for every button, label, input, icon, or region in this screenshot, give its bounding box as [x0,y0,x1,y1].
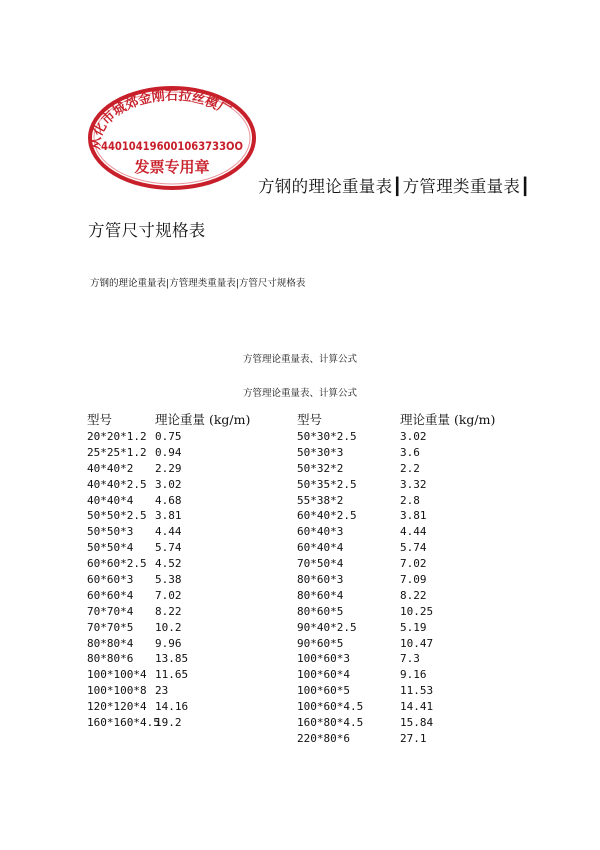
stamp-label: 发票专用章 [134,158,210,176]
model-cell: 90*40*2.5 [297,620,357,634]
model-cell: 60*40*2.5 [297,509,357,523]
stamp-number: 440104196001063733OO [101,139,244,153]
weight-cell: 4.68 [155,493,182,507]
weight-cell: 11.53 [400,684,434,698]
weight-cell: 7.02 [155,588,182,602]
weight-cell: 27.1 [400,731,427,745]
weight-cell: 9.16 [400,668,427,682]
weight-cell: 10.2 [155,620,182,634]
weight-cell: 4.52 [155,557,182,571]
weight-cell: 3.02 [155,477,182,491]
weight-cell: 14.16 [155,700,189,714]
page-title-line2: 方管尺寸规格表 [88,221,206,240]
weight-cell: 10.25 [400,604,434,618]
weight-cell: 0.94 [155,445,182,459]
weight-cell: 14.41 [400,700,434,714]
weight-cell: 7.09 [400,573,427,587]
weight-cell: 5.38 [155,573,182,587]
table-caption: 方管理论重量表、计算公式 [242,354,357,365]
stamp-graphic [86,84,258,192]
model-cell: 50*32*2 [297,461,344,475]
weight-cell: 7.02 [400,557,427,571]
model-cell: 40*40*4 [87,493,134,507]
weight-cell: 5.74 [155,541,182,555]
weight-cell: 4.44 [155,525,182,539]
weight-cell: 3.81 [155,509,182,523]
model-cell: 60*60*4 [87,588,134,602]
page-title-line1: 方钢的理论重量表┃方管理类重量表┃ [258,177,531,196]
weight-cell: 4.44 [400,525,427,539]
weight-cell: 5.19 [400,620,427,634]
weight-cell: 15.84 [400,716,434,730]
model-cell: 100*60*4.5 [297,700,364,714]
model-cell: 80*60*3 [297,573,344,587]
right-weight-column [400,411,495,747]
model-cell: 50*50*2.5 [87,509,147,523]
model-cell: 40*40*2.5 [87,477,147,491]
model-cell: 70*70*4 [87,604,134,618]
model-cell: 80*60*5 [297,604,344,618]
model-cell: 25*25*1.2 [87,445,147,459]
model-cell: 60*40*4 [297,541,344,555]
model-cell: 60*60*3 [87,573,134,587]
model-cell: 60*60*2.5 [87,557,147,571]
weight-cell: 10.47 [400,636,434,650]
page-subtitle: 方钢的理论重量表|方管理类重量表|方管尺寸规格表 [90,278,306,289]
model-cell: 100*60*5 [297,684,350,698]
left-model-column [87,411,160,731]
model-cell: 100*60*4 [297,668,350,682]
weight-cell: 3.81 [400,509,427,523]
stamp-arc-text: 从化市城郊金刚石拉丝模厂 [88,88,233,151]
column-header-weight: 理论重量 (kg/m) [400,412,496,427]
weight-cell: 2.29 [155,461,182,475]
model-cell: 20*20*1.2 [87,430,147,443]
model-cell: 50*50*4 [87,541,134,555]
weight-cell: 7.3 [400,652,420,666]
model-cell: 55*38*2 [297,493,344,507]
weight-cell: 0.75 [155,430,182,443]
column-header-model: 型号 [297,412,323,427]
model-cell: 80*80*6 [87,652,134,666]
model-cell: 100*100*4 [87,668,147,682]
weight-cell: 2.8 [400,493,420,507]
right-model-column [297,411,363,747]
column-header-model: 型号 [87,412,113,427]
model-cell: 160*80*4.5 [297,716,364,730]
weight-cell: 5.74 [400,541,427,555]
weight-cell: 23 [155,684,169,698]
model-cell: 80*60*4 [297,588,344,602]
model-cell: 100*60*3 [297,652,350,666]
weight-cell: 3.02 [400,430,427,443]
weight-cell: 11.65 [155,668,189,682]
weight-cell: 2.2 [400,461,420,475]
left-weight-column [155,411,250,731]
model-cell: 90*60*5 [297,636,344,650]
weight-cell: 19.2 [155,716,182,730]
model-cell: 70*50*4 [297,557,344,571]
weight-cell: 8.22 [155,604,182,618]
weight-cell: 3.6 [400,445,420,459]
model-cell: 50*50*3 [87,525,134,539]
weight-cell: 13.85 [155,652,189,666]
model-cell: 50*30*2.5 [297,430,357,443]
model-cell: 50*30*3 [297,445,344,459]
model-cell: 80*80*4 [87,636,134,650]
column-header-weight: 理论重量 (kg/m) [155,412,251,427]
model-cell: 50*35*2.5 [297,477,357,491]
model-cell: 220*80*6 [297,731,350,745]
weight-cell: 9.96 [155,636,182,650]
model-cell: 70*70*5 [87,620,134,634]
model-cell: 60*40*3 [297,525,344,539]
model-cell: 100*100*8 [87,684,147,698]
invoice-stamp [86,84,258,192]
model-cell: 120*120*4 [87,700,147,714]
weight-cell: 3.32 [400,477,427,491]
model-cell: 40*40*2 [87,461,134,475]
model-cell: 160*160*4.5 [87,716,160,730]
weight-cell: 8.22 [400,588,427,602]
table-caption-repeat: 方管理论重量表、计算公式 [242,388,357,399]
